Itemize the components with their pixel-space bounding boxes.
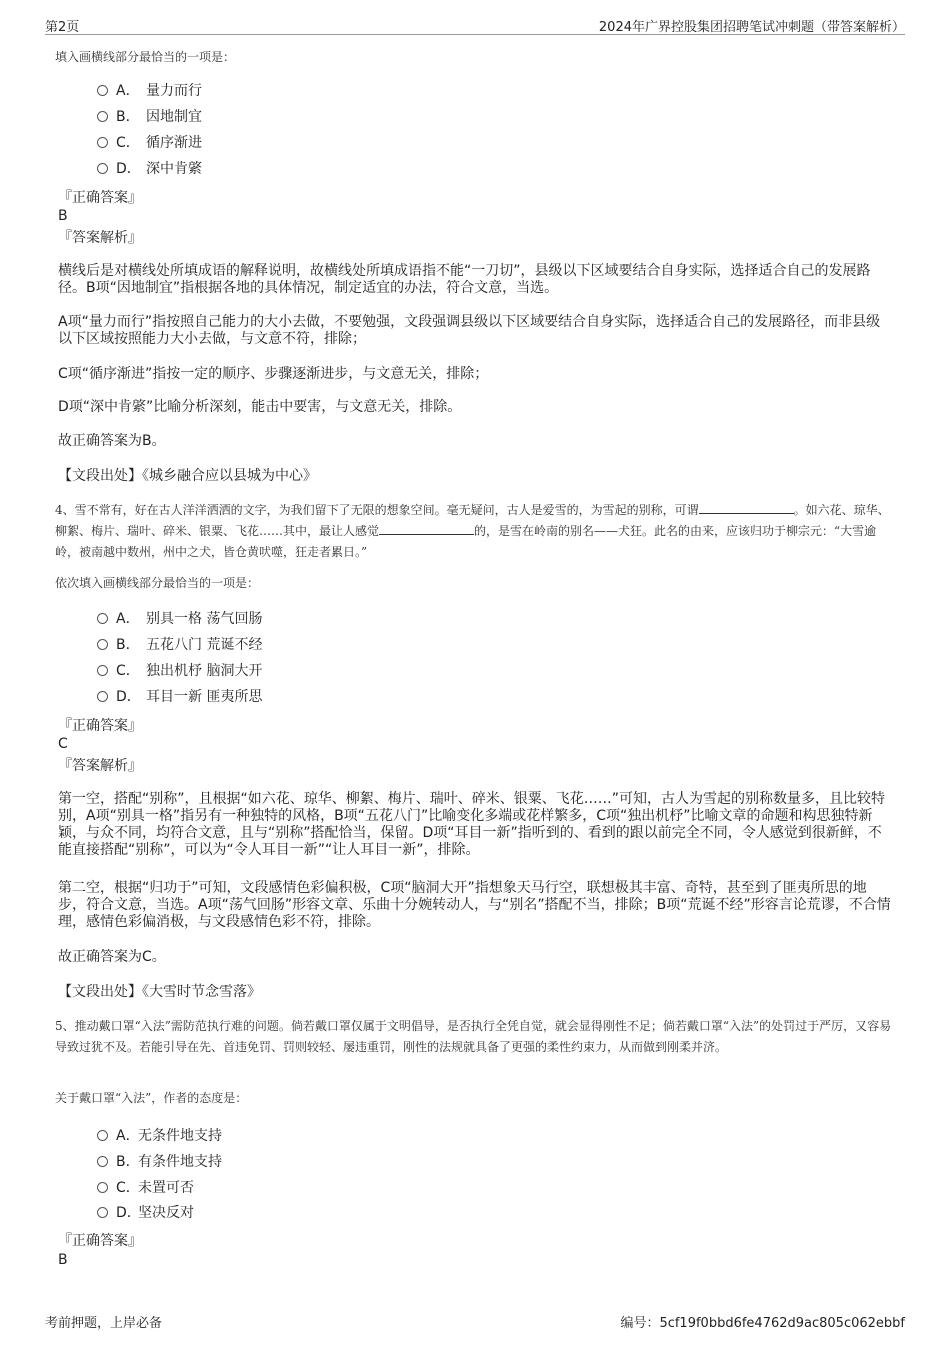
- q4-prompt: 依次填入画横线部分最恰当的一项是：: [55, 576, 260, 590]
- q4-option-b[interactable]: B． 五花八门 荒诞不经: [97, 634, 262, 656]
- page-header: [45, 14, 905, 35]
- q4-answer: C: [58, 736, 68, 752]
- radio-icon[interactable]: [97, 1130, 108, 1141]
- q3-analysis-1: 横线后是对横线处所填成语的解释说明，故横线处所填成语指不能“一刀切”，县级以下区域要结合自身实际，选择适合自己的发展路径。B项“因地制宜”指根据各地的具体情况，制定适宜的办法，符合文意，当选。: [58, 263, 871, 296]
- q3-answer-label: 『正确答案』: [58, 190, 142, 206]
- q4-stem: 4、雪不常有，好在古人洋洋洒洒的文字，为我们留下了无限的想象空间。毫无疑问，古人是爱雪的，为雪起的别称，可谓 。如六花、琼华、柳絮、梅片、瑞叶、碎米、银粟、飞花……其中，最让人感觉 的，是雪在岭南的别名——犬狂。此名的由来，应该归功于柳宗元：“大雪逾岭，被南越中数州，州中之犬，皆仓黄吠噬，狂走者累日。”: [55, 503, 890, 559]
- blank-line: [699, 501, 794, 514]
- radio-icon[interactable]: [97, 639, 108, 650]
- q4-answer-label: 『正确答案』: [58, 718, 142, 734]
- radio-icon[interactable]: [97, 691, 108, 702]
- q3-analysis-2: A项“量力而行”指按照自己能力的大小去做，不要勉强，文段强调县级以下区域要结合自身实际，选择适合自己的发展路径，而非县级以下区域按照能力大小去做，与文意不符，排除；: [58, 314, 881, 347]
- q5-option-d[interactable]: D．坚决反对: [97, 1202, 194, 1224]
- q4-analysis-2: 第二空，根据“归功于”可知，文段感情色彩偏积极，C项“脑洞大开”指想象天马行空，联想极其丰富、奇特，甚至到了匪夷所思的地步，符合文意，当选。A项“荡气回肠”形容文章、乐曲十分婉转动人，与“别名”搭配不当，排除；B项“荒诞不经”形容言论荒谬，不合情理，感情色彩偏消极，与文段感情色彩不符，排除。: [58, 880, 891, 930]
- q5-option-a[interactable]: A．无条件地支持: [97, 1125, 222, 1147]
- footer-slogan: 考前押题，上岸必备: [45, 1316, 163, 1331]
- q4-option-c[interactable]: C． 独出机杼 脑洞大开: [97, 660, 262, 682]
- page-number: 第2页: [45, 20, 80, 35]
- radio-icon[interactable]: [97, 163, 108, 174]
- q4-option-d[interactable]: D． 耳目一新 匪夷所思: [97, 686, 262, 708]
- q5-stem: 5、推动戴口罩“入法”需防范执行难的问题。倘若戴口罩仅属于文明倡导，是否执行全凭自觉，就会显得刚性不足；倘若戴口罩“入法”的处罚过于严厉，又容易导致过犹不及。若能引导在先、首违免罚、罚则较轻、屡违重罚，刚性的法规就具备了更强的柔性约束力，从而做到刚柔并济。: [55, 1019, 892, 1054]
- q3-option-c[interactable]: C． 循序渐进: [97, 132, 202, 154]
- radio-icon[interactable]: [97, 1182, 108, 1193]
- q4-analysis-3: 故正确答案为C。: [58, 949, 166, 965]
- q3-prompt: 填入画横线部分最恰当的一项是：: [55, 50, 236, 64]
- page-footer: [45, 1312, 905, 1332]
- q3-analysis-3: C项“循序渐进”指按一定的顺序、步骤逐渐进步，与文意无关，排除；: [58, 366, 489, 382]
- q3-option-b[interactable]: B． 因地制宜: [97, 106, 202, 128]
- q3-analysis-label: 『答案解析』: [58, 230, 142, 246]
- q4-option-a[interactable]: A． 别具一格 荡气回肠: [97, 608, 262, 630]
- q3-option-a[interactable]: A． 量力而行: [97, 80, 202, 102]
- q4-analysis-label: 『答案解析』: [58, 758, 142, 774]
- radio-icon[interactable]: [97, 1156, 108, 1167]
- q3-analysis-4: D项“深中肯綮”比喻分析深刻，能击中要害，与文意无关，排除。: [58, 399, 462, 415]
- radio-icon[interactable]: [97, 613, 108, 624]
- q5-option-b[interactable]: B．有条件地支持: [97, 1151, 222, 1173]
- q3-source: 【文段出处】《城乡融合应以县城为中心》: [58, 468, 317, 484]
- q4-analysis-1: 第一空，搭配“别称”，且根据“如六花、琼华、柳絮、梅片、瑞叶、碎米、银粟、飞花……”可知，古人为雪起的别称数量多，且比较特别，A项“别具一格”指另有一种独特的风格，B项“五花八门”比喻变化多端或花样繁多，C项“独出机杼”比喻文章的命题和构思独特新颖，与众不同，均符合文意，且与“别称”搭配恰当，保留。D项“耳目一新”指听到的、看到的跟以前完全不同，令人感觉到很新鲜，不能直接搭配“别称”，可以为“令人耳目一新”“让人耳目一新”，排除。: [58, 791, 886, 858]
- q5-answer: B: [58, 1252, 68, 1268]
- q3-answer: B: [58, 208, 68, 224]
- blank-line: [379, 522, 474, 535]
- document-title: 2024年广界控股集团招聘笔试冲刺题（带答案解析）: [598, 20, 905, 35]
- q3-analysis-5: 故正确答案为B。: [58, 433, 166, 449]
- q5-option-c[interactable]: C．未置可否: [97, 1177, 194, 1199]
- document-id: 编号：5cf19f0bbd6fe4762d9ac805c062ebbf: [620, 1316, 905, 1331]
- q5-prompt: 关于戴口罩“入法”，作者的态度是：: [55, 1091, 248, 1105]
- radio-icon[interactable]: [97, 137, 108, 148]
- radio-icon[interactable]: [97, 1207, 108, 1218]
- q4-source: 【文段出处】《大雪时节念雪落》: [58, 984, 261, 1000]
- radio-icon[interactable]: [97, 85, 108, 96]
- radio-icon[interactable]: [97, 665, 108, 676]
- q3-option-d[interactable]: D． 深中肯綮: [97, 158, 202, 180]
- radio-icon[interactable]: [97, 111, 108, 122]
- q5-answer-label: 『正确答案』: [58, 1233, 142, 1249]
